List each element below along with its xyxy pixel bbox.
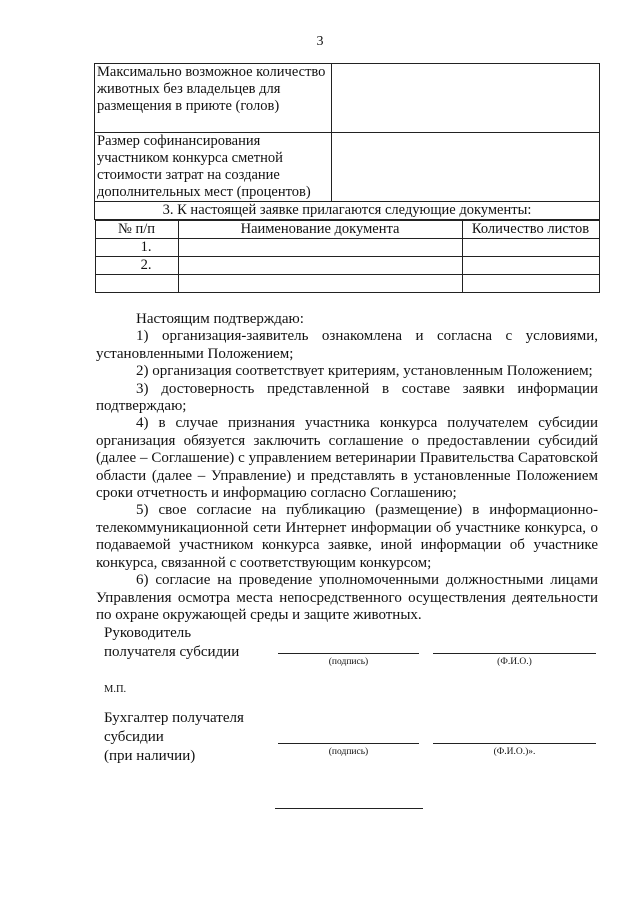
head-signature-line[interactable] [278,653,419,654]
doc-num: 1. [95,239,178,257]
accountant-signature-line[interactable] [278,743,419,744]
table-row [95,257,599,275]
confirmation-intro: Настоящим подтверждаю: [136,311,304,327]
header-num: № п/п [95,221,178,239]
head-label-line2: получателя субсидии [104,644,240,660]
accountant-label [104,709,244,766]
header-sheets: Количество листов [462,221,599,239]
table-row [95,275,599,293]
row-value-max-animals[interactable] [332,64,600,133]
row-value-cofinancing[interactable] [332,133,600,202]
doc-num [95,275,178,293]
doc-sheets[interactable] [462,257,599,275]
closing-divider [275,808,423,809]
accountant-label-line2: субсидии [104,729,164,745]
accountant-label-line1: Бухгалтер получателя [104,710,244,726]
head-name-line[interactable] [433,653,596,654]
application-form-table [94,63,600,293]
doc-num: 2. [95,257,178,275]
head-label-line1: Руководитель [104,625,192,641]
documents-caption: 3. К настоящей заявке прилагаются следующие документы: [95,202,600,220]
page-number: 3 [316,34,324,49]
header-doc-name: Наименование документа [178,221,462,239]
head-label [104,624,239,662]
confirmation-item-6: 6) согласие на проведение уполномоченными должностными лицами Управления осмотра места непосредственного осуществления деятельности по охране окружающей среды и защите животных. [96,572,598,623]
doc-sheets[interactable] [462,239,599,257]
doc-sheets[interactable] [462,275,599,293]
head-signature-caption: (подпись) [328,657,369,667]
accountant-name-caption: (Ф.И.О.)». [493,747,536,757]
stamp-label: М.П. [104,684,127,695]
confirmation-item-3: 3) достоверность представленной в составе заявки информации подтверждаю; [96,380,598,415]
table-row [95,239,599,257]
confirmation-item-2: 2) организация соответствует критериям, установленным Положением; [136,363,593,380]
row-label-max-animals: Максимально возможное количество животных без владельцев для размещения в приюте (голов) [95,64,332,133]
table-row [95,133,600,202]
documents-header-row [95,221,599,239]
accountant-signature-caption: (подпись) [328,747,369,757]
accountant-label-line3: (при наличии) [104,748,196,764]
table-row [95,64,600,133]
confirmation-section [96,311,598,624]
row-label-cofinancing: Размер софинансирования участником конкурса сметной стоимости затрат на создание дополнительных мест (процентов) [95,133,332,202]
doc-name[interactable] [178,275,462,293]
doc-name[interactable] [178,257,462,275]
confirmation-item-4: 4) в случае признания участника конкурса получателем субсидии организация обязуется заключить соглашение о предоставлении субсидий (далее – Соглашение) с управлением ветеринарии Правительства Саратовской области (далее – Управление) и представлять в установленные Положением сроки отчетность и информацию согласно Соглашению; [96,415,598,502]
doc-name[interactable] [178,239,462,257]
confirmation-item-1: 1) организация-заявитель ознакомлена и согласна с условиями, установленными Положением; [96,328,598,362]
head-name-caption: (Ф.И.О.) [497,657,532,667]
confirmation-item-5: 5) свое согласие на публикацию (размещение) в информационно-телекоммуникационной сети Интернет информации об участнике конкурса, о подаваемой участником конкурса заявке, иной информации об участнике конкурса, связанной с соответствующим конкурсом; [96,502,598,571]
documents-table [95,220,600,293]
accountant-name-line[interactable] [433,743,596,744]
